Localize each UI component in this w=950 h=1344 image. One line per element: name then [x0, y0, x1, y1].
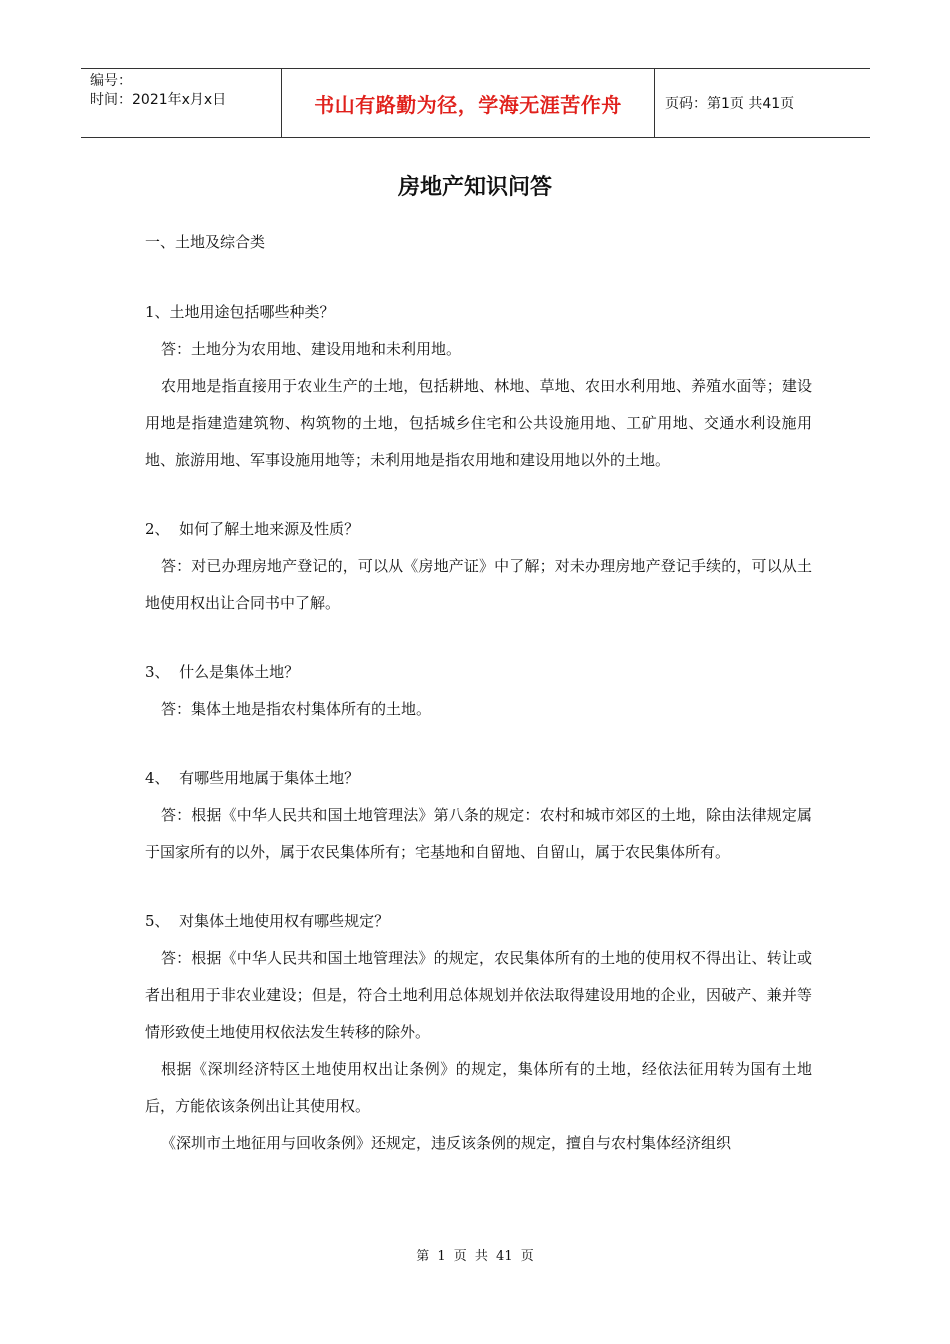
question-5: 5、 对集体土地使用权有哪些规定？: [145, 912, 390, 930]
answer-1-paragraph-1: 答：土地分为农用地、建设用地和未利用地。: [161, 340, 462, 358]
answer-5-paragraph-1: 答：根据《中华人民共和国土地管理法》的规定，农民集体所有的土地的使用权不得出让、转让或者出租用于非农业建设；但是，符合土地利用总体规划并依法取得建设用地的企业，因破产、兼并等情形致使土地使用权依法发生转移的除外。: [145, 949, 812, 1041]
qa-item-3: [145, 654, 812, 728]
qa-item-4: [145, 760, 812, 871]
document-number-label: 编号：: [90, 73, 132, 89]
qa-item-5: [145, 903, 812, 1162]
answer-3-paragraph-1: 答：集体土地是指农村集体所有的土地。: [161, 700, 432, 718]
document-body: [145, 224, 812, 1194]
document-title: 房地产知识问答: [397, 175, 552, 200]
document-time-label: 时间：2021年x月x日: [90, 92, 227, 108]
header-page-info: 页码：第1页 共41页: [665, 96, 795, 112]
question-1: 1、土地用途包括哪些种类？: [145, 303, 335, 321]
header-meta: [81, 69, 282, 137]
answer-5-paragraph-3: 《深圳市土地征用与回收条例》还规定，违反该条例的规定，擅自与农村集体经济组织: [161, 1134, 732, 1152]
answer-2-paragraph-1: 答：对已办理房地产登记的，可以从《房地产证》中了解；对未办理房地产登记手续的，可以从土地使用权出让合同书中了解。: [145, 557, 812, 612]
answer-1-paragraph-2: 农用地是指直接用于农业生产的土地，包括耕地、林地、草地、农田水利用地、养殖水面等；建设用地是指建造建筑物、构筑物的土地，包括城乡住宅和公共设施用地、工矿用地、交通水利设施用地、旅游用地、军事设施用地等；未利用地是指农用地和建设用地以外的土地。: [145, 377, 812, 469]
question-4: 4、 有哪些用地属于集体土地？: [145, 769, 360, 787]
page-header: [81, 68, 870, 138]
question-2: 2、 如何了解土地来源及性质？: [145, 520, 360, 538]
answer-5-paragraph-2: 根据《深圳经济特区土地使用权出让条例》的规定，集体所有的土地，经依法征用转为国有土地后，方能依该条例出让其使用权。: [145, 1060, 812, 1115]
qa-item-2: [145, 511, 812, 622]
question-3: 3、 什么是集体土地？: [145, 663, 300, 681]
header-motto: 书山有路勤为径，学海无涯苦作舟: [282, 69, 655, 137]
page-footer: 第 1 页 共 41 页: [416, 1249, 534, 1264]
answer-4-paragraph-1: 答：根据《中华人民共和国土地管理法》第八条的规定：农村和城市郊区的土地，除由法律规定属于国家所有的以外，属于农民集体所有；宅基地和自留地、自留山，属于农民集体所有。: [145, 806, 812, 861]
qa-item-1: [145, 294, 812, 479]
section-heading: 一、土地及综合类: [145, 233, 266, 251]
